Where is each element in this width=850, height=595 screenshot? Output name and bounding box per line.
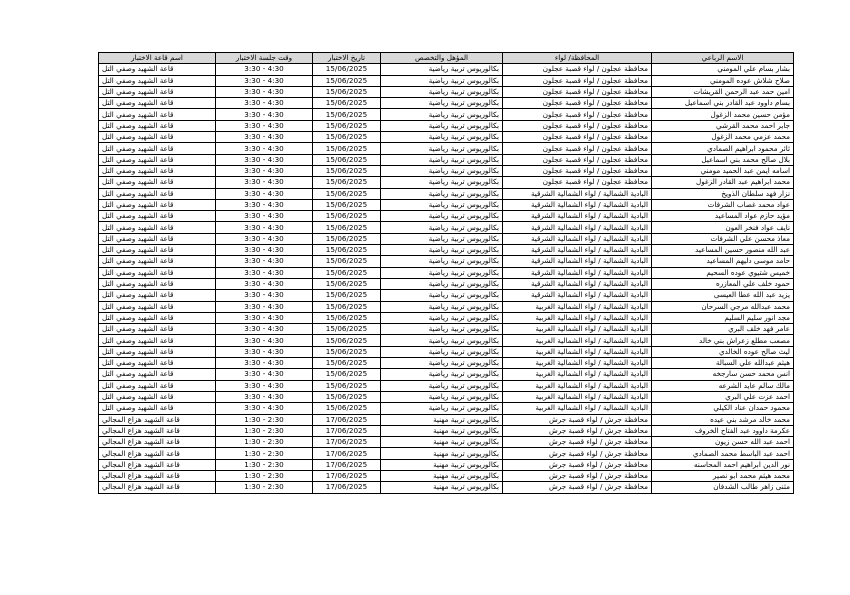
cell-region: محافظة جرش / لواء قصبة جرش (503, 437, 652, 448)
cell-region: محافظة عجلون / لواء قصبة عجلون (503, 109, 652, 120)
cell-region: البادية الشمالية / لواء الشمالية الشرقية (503, 245, 652, 256)
cell-time: 3:30 - 4:30 (216, 132, 313, 143)
cell-venue: قاعة الشهيد وصفي التل (99, 143, 216, 154)
cell-date: 15/06/2025 (313, 177, 381, 188)
cell-region: البادية الشمالية / لواء الشمالية الشرقية (503, 211, 652, 222)
cell-region: البادية الشمالية / لواء الشمالية الغربية (503, 324, 652, 335)
cell-name: مثنى زاهر طالب الشدفان (652, 482, 794, 493)
cell-qualification: بكالوريوس تربية مهنية (381, 414, 503, 425)
cell-date: 15/06/2025 (313, 391, 381, 402)
cell-date: 15/06/2025 (313, 154, 381, 165)
cell-time: 3:30 - 4:30 (216, 165, 313, 176)
table-row (99, 165, 794, 176)
cell-venue: قاعة الشهيد وصفي التل (99, 335, 216, 346)
cell-time: 3:30 - 4:30 (216, 256, 313, 267)
cell-name: امين حمد عبد الرحمن القريشات (652, 86, 794, 97)
cell-region: البادية الشمالية / لواء الشمالية الشرقية (503, 188, 652, 199)
cell-venue: قاعة الشهيد وصفي التل (99, 120, 216, 131)
cell-qualification: بكالوريوس تربية رياضية (381, 165, 503, 176)
cell-time: 3:30 - 4:30 (216, 391, 313, 402)
cell-name: بسام داوود عبد القادر بني اسماعيل (652, 98, 794, 109)
cell-venue: قاعة الشهيد وصفي التل (99, 154, 216, 165)
cell-date: 15/06/2025 (313, 290, 381, 301)
cell-name: محمد خالد مرشد بني عيده (652, 414, 794, 425)
cell-qualification: بكالوريوس تربية رياضية (381, 98, 503, 109)
cell-name: مجد انور سليم السليم (652, 312, 794, 323)
table-row (99, 414, 794, 425)
cell-qualification: بكالوريوس تربية رياضية (381, 324, 503, 335)
cell-name: حامد موسى دليهم المساعيد (652, 256, 794, 267)
table-row (99, 75, 794, 86)
cell-name: صلاح شلاش عوده المومني (652, 75, 794, 86)
cell-time: 3:30 - 4:30 (216, 312, 313, 323)
table-row (99, 459, 794, 470)
cell-date: 15/06/2025 (313, 380, 381, 391)
cell-name: عواد محمد غصاب الشرفات (652, 199, 794, 210)
cell-region: البادية الشمالية / لواء الشمالية الغربية (503, 391, 652, 402)
cell-venue: قاعة الشهيد وصفي التل (99, 98, 216, 109)
cell-date: 15/06/2025 (313, 143, 381, 154)
cell-date: 17/06/2025 (313, 448, 381, 459)
header-row (99, 53, 794, 64)
table-row (99, 86, 794, 97)
table-row (99, 312, 794, 323)
cell-name: بشار بسام علي المومني (652, 64, 794, 75)
cell-date: 15/06/2025 (313, 267, 381, 278)
cell-qualification: بكالوريوس تربية رياضية (381, 403, 503, 414)
cell-name: عامر فهد خلف البري (652, 324, 794, 335)
header-qualification: المؤهل والتخصص (381, 53, 503, 64)
cell-qualification: بكالوريوس تربية رياضية (381, 256, 503, 267)
cell-date: 15/06/2025 (313, 403, 381, 414)
table-row (99, 380, 794, 391)
cell-qualification: بكالوريوس تربية رياضية (381, 143, 503, 154)
cell-region: البادية الشمالية / لواء الشمالية الشرقية (503, 278, 652, 289)
cell-venue: قاعة الشهيد وصفي التل (99, 391, 216, 402)
cell-region: محافظة عجلون / لواء قصبة عجلون (503, 86, 652, 97)
cell-qualification: بكالوريوس تربية رياضية (381, 86, 503, 97)
cell-date: 15/06/2025 (313, 358, 381, 369)
cell-region: البادية الشمالية / لواء الشمالية الغربية (503, 369, 652, 380)
table-row (99, 470, 794, 481)
table-row (99, 335, 794, 346)
cell-time: 3:30 - 4:30 (216, 222, 313, 233)
cell-qualification: بكالوريوس تربية رياضية (381, 301, 503, 312)
cell-qualification: بكالوريوس تربية رياضية (381, 267, 503, 278)
cell-venue: قاعة الشهيد وصفي التل (99, 86, 216, 97)
cell-name: بلال صالح محمد بني اسماعيل (652, 154, 794, 165)
cell-date: 17/06/2025 (313, 425, 381, 436)
cell-venue: قاعة الشهيد وصفي التل (99, 278, 216, 289)
cell-venue: قاعة الشهيد وصفي التل (99, 256, 216, 267)
table-row (99, 199, 794, 210)
cell-qualification: بكالوريوس تربية رياضية (381, 120, 503, 131)
cell-qualification: بكالوريوس تربية رياضية (381, 358, 503, 369)
cell-region: البادية الشمالية / لواء الشمالية الغربية (503, 312, 652, 323)
cell-venue: قاعة الشهيد وصفي التل (99, 346, 216, 357)
cell-date: 15/06/2025 (313, 324, 381, 335)
cell-region: البادية الشمالية / لواء الشمالية الشرقية (503, 256, 652, 267)
cell-date: 15/06/2025 (313, 120, 381, 131)
table-row (99, 358, 794, 369)
cell-time: 3:30 - 4:30 (216, 86, 313, 97)
table-row (99, 233, 794, 244)
cell-name: مالك سالم عايد الشرعه (652, 380, 794, 391)
table-row (99, 256, 794, 267)
table-row (99, 120, 794, 131)
table-row (99, 267, 794, 278)
cell-region: البادية الشمالية / لواء الشمالية الغربية (503, 335, 652, 346)
cell-region: محافظة جرش / لواء قصبة جرش (503, 425, 652, 436)
cell-date: 17/06/2025 (313, 459, 381, 470)
cell-name: خميس شتيوي عوده السحيم (652, 267, 794, 278)
cell-name: محمد هيثم محمد ابو نصير (652, 470, 794, 481)
table-row (99, 222, 794, 233)
cell-qualification: بكالوريوس تربية رياضية (381, 154, 503, 165)
cell-time: 3:30 - 4:30 (216, 290, 313, 301)
table-row (99, 154, 794, 165)
cell-time: 3:30 - 4:30 (216, 154, 313, 165)
cell-time: 1:30 - 2:30 (216, 448, 313, 459)
cell-date: 15/06/2025 (313, 86, 381, 97)
cell-date: 15/06/2025 (313, 75, 381, 86)
cell-region: البادية الشمالية / لواء الشمالية الشرقية (503, 222, 652, 233)
table-row (99, 403, 794, 414)
cell-time: 3:30 - 4:30 (216, 233, 313, 244)
table-row (99, 109, 794, 120)
table-row (99, 98, 794, 109)
cell-time: 3:30 - 4:30 (216, 369, 313, 380)
cell-time: 3:30 - 4:30 (216, 177, 313, 188)
cell-time: 3:30 - 4:30 (216, 109, 313, 120)
cell-time: 3:30 - 4:30 (216, 199, 313, 210)
cell-venue: قاعة الشهيد وصفي التل (99, 369, 216, 380)
cell-name: احمد عزت علي البري (652, 391, 794, 402)
table-row (99, 132, 794, 143)
cell-time: 3:30 - 4:30 (216, 278, 313, 289)
cell-date: 17/06/2025 (313, 437, 381, 448)
cell-name: نور الدين ابراهيم احمد المحاسنه (652, 459, 794, 470)
cell-venue: قاعة الشهيد وصفي التل (99, 199, 216, 210)
cell-name: هيثم عبدالله علي السبالة (652, 358, 794, 369)
cell-venue: قاعة الشهيد وصفي التل (99, 324, 216, 335)
cell-region: البادية الشمالية / لواء الشمالية الشرقية (503, 290, 652, 301)
cell-qualification: بكالوريوس تربية رياضية (381, 335, 503, 346)
cell-venue: قاعة الشهيد هزاع المجالي (99, 470, 216, 481)
cell-region: محافظة عجلون / لواء قصبة عجلون (503, 132, 652, 143)
table-row (99, 211, 794, 222)
cell-date: 15/06/2025 (313, 109, 381, 120)
cell-venue: قاعة الشهيد وصفي التل (99, 211, 216, 222)
cell-venue: قاعة الشهيد وصفي التل (99, 64, 216, 75)
cell-region: البادية الشمالية / لواء الشمالية الغربية (503, 380, 652, 391)
cell-name: جابر احمد محمد القرشي (652, 120, 794, 131)
cell-venue: قاعة الشهيد وصفي التل (99, 132, 216, 143)
cell-qualification: بكالوريوس تربية مهنية (381, 459, 503, 470)
cell-region: البادية الشمالية / لواء الشمالية الغربية (503, 358, 652, 369)
cell-date: 15/06/2025 (313, 256, 381, 267)
cell-date: 17/06/2025 (313, 482, 381, 493)
cell-time: 3:30 - 4:30 (216, 120, 313, 131)
cell-region: محافظة عجلون / لواء قصبة عجلون (503, 177, 652, 188)
cell-date: 15/06/2025 (313, 222, 381, 233)
cell-name: نزار فهد سلطان الذويخ (652, 188, 794, 199)
cell-region: البادية الشمالية / لواء الشمالية الغربية (503, 346, 652, 357)
cell-time: 3:30 - 4:30 (216, 98, 313, 109)
cell-venue: قاعة الشهيد هزاع المجالي (99, 482, 216, 493)
table-row (99, 346, 794, 357)
cell-qualification: بكالوريوس تربية مهنية (381, 470, 503, 481)
cell-time: 3:30 - 4:30 (216, 380, 313, 391)
cell-qualification: بكالوريوس تربية مهنية (381, 448, 503, 459)
cell-time: 3:30 - 4:30 (216, 267, 313, 278)
cell-qualification: بكالوريوس تربية رياضية (381, 211, 503, 222)
cell-venue: قاعة الشهيد وصفي التل (99, 403, 216, 414)
cell-date: 15/06/2025 (313, 245, 381, 256)
cell-name: احمد عبد الباسط محمد الصمادي (652, 448, 794, 459)
cell-region: محافظة جرش / لواء قصبة جرش (503, 459, 652, 470)
cell-region: محافظة عجلون / لواء قصبة عجلون (503, 143, 652, 154)
cell-qualification: بكالوريوس تربية رياضية (381, 222, 503, 233)
cell-qualification: بكالوريوس تربية رياضية (381, 109, 503, 120)
cell-date: 15/06/2025 (313, 64, 381, 75)
cell-name: اسامه ايمن عبد الحميد مومني (652, 165, 794, 176)
cell-time: 3:30 - 4:30 (216, 301, 313, 312)
table-row (99, 448, 794, 459)
cell-time: 3:30 - 4:30 (216, 188, 313, 199)
cell-time: 3:30 - 4:30 (216, 324, 313, 335)
cell-venue: قاعة الشهيد وصفي التل (99, 233, 216, 244)
cell-qualification: بكالوريوس تربية رياضية (381, 391, 503, 402)
table-row (99, 369, 794, 380)
cell-region: البادية الشمالية / لواء الشمالية الشرقية (503, 233, 652, 244)
cell-region: محافظة جرش / لواء قصبة جرش (503, 482, 652, 493)
cell-time: 3:30 - 4:30 (216, 143, 313, 154)
header-name: الاسم الرباعي (652, 53, 794, 64)
cell-venue: قاعة الشهيد وصفي التل (99, 245, 216, 256)
cell-time: 3:30 - 4:30 (216, 64, 313, 75)
cell-region: محافظة جرش / لواء قصبة جرش (503, 470, 652, 481)
cell-date: 15/06/2025 (313, 188, 381, 199)
cell-venue: قاعة الشهيد وصفي التل (99, 222, 216, 233)
table-row (99, 301, 794, 312)
cell-qualification: بكالوريوس تربية رياضية (381, 199, 503, 210)
cell-name: محمود حمدان عناد الكيلي (652, 403, 794, 414)
header-date: تاريخ الاختبار (313, 53, 381, 64)
cell-name: محمد عبدالله مرجي السرحان (652, 301, 794, 312)
cell-name: حمود خلف علي المعازره (652, 278, 794, 289)
cell-venue: قاعة الشهيد وصفي التل (99, 380, 216, 391)
cell-qualification: بكالوريوس تربية رياضية (381, 188, 503, 199)
cell-time: 3:30 - 4:30 (216, 335, 313, 346)
cell-region: محافظة عجلون / لواء قصبة عجلون (503, 154, 652, 165)
cell-qualification: بكالوريوس تربية رياضية (381, 233, 503, 244)
cell-venue: قاعة الشهيد هزاع المجالي (99, 459, 216, 470)
cell-name: ثائر محمود ابراهيم الصمادي (652, 143, 794, 154)
candidates-table (98, 52, 794, 494)
cell-date: 15/06/2025 (313, 312, 381, 323)
cell-date: 15/06/2025 (313, 301, 381, 312)
cell-region: محافظة عجلون / لواء قصبة عجلون (503, 75, 652, 86)
cell-name: مؤيد حازم عواد المساعيد (652, 211, 794, 222)
cell-name: معاذ محسن علي الشرفات (652, 233, 794, 244)
cell-date: 15/06/2025 (313, 211, 381, 222)
cell-qualification: بكالوريوس تربية مهنية (381, 425, 503, 436)
table-row (99, 245, 794, 256)
cell-name: محمد عزمي محمد الزغول (652, 132, 794, 143)
cell-date: 15/06/2025 (313, 278, 381, 289)
cell-date: 15/06/2025 (313, 132, 381, 143)
cell-time: 3:30 - 4:30 (216, 403, 313, 414)
cell-date: 17/06/2025 (313, 470, 381, 481)
cell-date: 15/06/2025 (313, 346, 381, 357)
table-row (99, 188, 794, 199)
table-row (99, 64, 794, 75)
cell-region: محافظة جرش / لواء قصبة جرش (503, 414, 652, 425)
cell-date: 15/06/2025 (313, 369, 381, 380)
header-region: المحافظة/ لواء (503, 53, 652, 64)
header-time: وقت جلسة الاختبار (216, 53, 313, 64)
cell-time: 1:30 - 2:30 (216, 414, 313, 425)
cell-name: عبد الله منصور حسين المساعيد (652, 245, 794, 256)
cell-time: 1:30 - 2:30 (216, 437, 313, 448)
cell-qualification: بكالوريوس تربية رياضية (381, 132, 503, 143)
table-row (99, 391, 794, 402)
cell-name: احمد عبد الله حسن زيون (652, 437, 794, 448)
cell-date: 17/06/2025 (313, 414, 381, 425)
cell-name: ليث صالح عوده الخالدي (652, 346, 794, 357)
cell-qualification: بكالوريوس تربية مهنية (381, 482, 503, 493)
cell-time: 1:30 - 2:30 (216, 425, 313, 436)
cell-date: 15/06/2025 (313, 199, 381, 210)
cell-time: 3:30 - 4:30 (216, 211, 313, 222)
cell-venue: قاعة الشهيد وصفي التل (99, 267, 216, 278)
cell-name: نايف عواد فنخر العون (652, 222, 794, 233)
cell-date: 15/06/2025 (313, 233, 381, 244)
table-row (99, 425, 794, 436)
cell-name: مصعب مطلع زعراش بني خالد (652, 335, 794, 346)
cell-region: البادية الشمالية / لواء الشمالية الغربية (503, 301, 652, 312)
cell-venue: قاعة الشهيد وصفي التل (99, 290, 216, 301)
cell-venue: قاعة الشهيد هزاع المجالي (99, 414, 216, 425)
cell-venue: قاعة الشهيد وصفي التل (99, 177, 216, 188)
cell-time: 1:30 - 2:30 (216, 470, 313, 481)
cell-name: انس محمد حسن سارجخه (652, 369, 794, 380)
cell-time: 3:30 - 4:30 (216, 245, 313, 256)
cell-region: محافظة عجلون / لواء قصبة عجلون (503, 98, 652, 109)
cell-qualification: بكالوريوس تربية رياضية (381, 346, 503, 357)
cell-name: عكرمة داوود عبد الفتاح الخروف (652, 425, 794, 436)
cell-qualification: بكالوريوس تربية رياضية (381, 245, 503, 256)
table-row (99, 324, 794, 335)
table-row (99, 143, 794, 154)
table-row (99, 177, 794, 188)
cell-region: البادية الشمالية / لواء الشمالية الشرقية (503, 267, 652, 278)
cell-region: محافظة عجلون / لواء قصبة عجلون (503, 165, 652, 176)
cell-venue: قاعة الشهيد وصفي التل (99, 358, 216, 369)
cell-region: البادية الشمالية / لواء الشمالية الغربية (503, 403, 652, 414)
cell-venue: قاعة الشهيد وصفي التل (99, 301, 216, 312)
cell-region: محافظة عجلون / لواء قصبة عجلون (503, 120, 652, 131)
cell-qualification: بكالوريوس تربية رياضية (381, 64, 503, 75)
cell-venue: قاعة الشهيد هزاع المجالي (99, 425, 216, 436)
cell-qualification: بكالوريوس تربية رياضية (381, 369, 503, 380)
cell-venue: قاعة الشهيد هزاع المجالي (99, 437, 216, 448)
cell-qualification: بكالوريوس تربية رياضية (381, 290, 503, 301)
cell-name: مؤمن حسين محمد الزغول (652, 109, 794, 120)
cell-region: محافظة جرش / لواء قصبة جرش (503, 448, 652, 459)
header-venue: اسم قاعة الاختبار (99, 53, 216, 64)
table-row (99, 290, 794, 301)
table-row (99, 437, 794, 448)
cell-date: 15/06/2025 (313, 335, 381, 346)
cell-time: 1:30 - 2:30 (216, 482, 313, 493)
cell-region: البادية الشمالية / لواء الشمالية الشرقية (503, 199, 652, 210)
cell-time: 3:30 - 4:30 (216, 358, 313, 369)
cell-venue: قاعة الشهيد وصفي التل (99, 188, 216, 199)
cell-time: 3:30 - 4:30 (216, 75, 313, 86)
cell-qualification: بكالوريوس تربية رياضية (381, 278, 503, 289)
table-row (99, 278, 794, 289)
cell-venue: قاعة الشهيد هزاع المجالي (99, 448, 216, 459)
cell-name: يزيد عبد الله عطا العيسى (652, 290, 794, 301)
cell-venue: قاعة الشهيد وصفي التل (99, 312, 216, 323)
cell-time: 1:30 - 2:30 (216, 459, 313, 470)
cell-venue: قاعة الشهيد وصفي التل (99, 75, 216, 86)
cell-time: 3:30 - 4:30 (216, 346, 313, 357)
cell-name: محمد ابراهيم عبد القادر الزغول (652, 177, 794, 188)
cell-qualification: بكالوريوس تربية رياضية (381, 177, 503, 188)
cell-qualification: بكالوريوس تربية رياضية (381, 75, 503, 86)
table-row (99, 482, 794, 493)
cell-qualification: بكالوريوس تربية مهنية (381, 437, 503, 448)
cell-region: محافظة عجلون / لواء قصبة عجلون (503, 64, 652, 75)
cell-venue: قاعة الشهيد وصفي التل (99, 165, 216, 176)
cell-venue: قاعة الشهيد وصفي التل (99, 109, 216, 120)
cell-date: 15/06/2025 (313, 165, 381, 176)
cell-date: 15/06/2025 (313, 98, 381, 109)
cell-qualification: بكالوريوس تربية رياضية (381, 380, 503, 391)
cell-qualification: بكالوريوس تربية رياضية (381, 312, 503, 323)
